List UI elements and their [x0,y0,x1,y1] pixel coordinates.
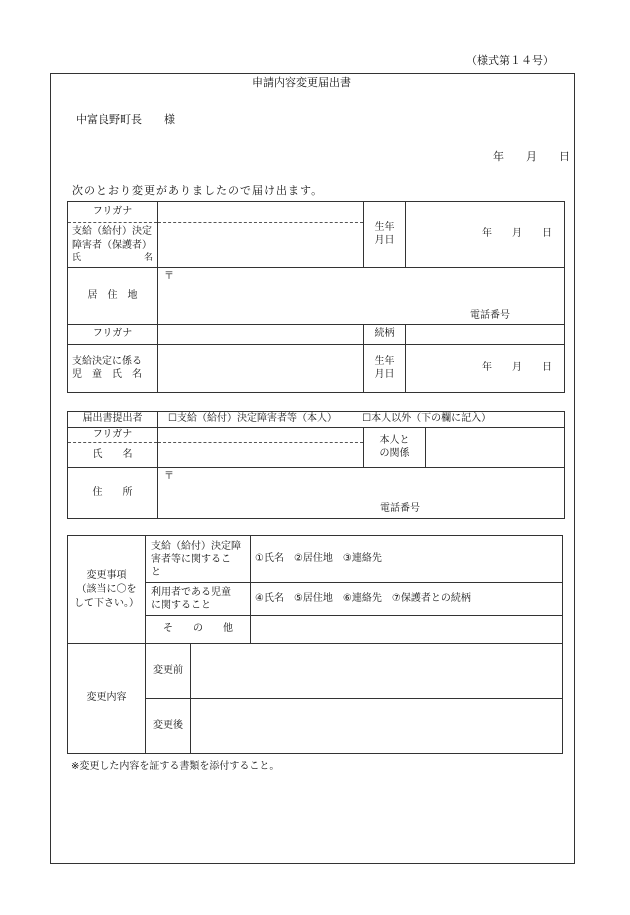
category-applicant-label: 支給（給付）決定障 害者等に関するこ と [146,536,251,583]
applicant-table [67,201,565,393]
form-number: （様式第１４号） [466,54,554,67]
submitter-table [67,411,565,519]
after-label: 変更後 [146,699,191,754]
child-birth-label: 生年 月日 [364,345,406,393]
submitter-options [158,412,565,428]
applicant-birth-field[interactable]: 年 月 日 [406,202,565,268]
child-furigana-label: フリガナ [68,325,158,345]
category-applicant-options[interactable]: ①氏名 ②居住地 ③連絡先 [251,536,563,583]
submitter-postal-mark: 〒 [164,471,174,482]
postal-mark: 〒 [164,271,174,282]
relation-field[interactable] [406,325,565,345]
option-other-checkbox[interactable]: ☐本人以外（下の欄に記入） [362,413,492,425]
change-items-label: 変更事項 （該当に〇を して下さい。） [68,536,146,644]
child-birth-field[interactable]: 年 月 日 [406,345,565,393]
option-self-checkbox[interactable]: ☐支給（給付）決定障害者等（本人） [168,413,337,425]
footnote: ※変更した内容を証する書類を添付すること。 [71,761,280,772]
category-other-label: そ の 他 [146,616,251,644]
addressee: 中富良野町長 様 [76,113,175,126]
submitter-furigana-label: フリガナ [68,428,158,443]
before-field[interactable] [191,644,563,699]
change-content-label: 変更内容 [68,644,146,754]
relation-label: 続柄 [364,325,406,345]
child-furigana-field[interactable] [158,325,364,345]
submitter-relation-field[interactable] [426,428,565,468]
change-table [67,535,563,754]
submission-date: 年 月 日 [493,150,570,163]
submitter-phone-label: 電話番号 [380,503,420,514]
category-child-label: 利用者である児童 に関すること [146,583,251,616]
submitter-address-label: 住 所 [68,468,158,519]
form-title: 申請内容変更届出書 [252,76,351,89]
child-name-label: 支給決定に係る 児 童 氏 名 [68,345,158,393]
residence-phone-label: 電話番号 [470,310,510,321]
category-other-field[interactable] [251,616,563,644]
submitter-furigana-field[interactable] [158,428,364,443]
applicant-birth-label: 生年 月日 [364,202,406,268]
residence-label: 居 住 地 [68,268,158,325]
intro-text: 次のとおり変更がありましたので届け出ます。 [72,184,324,197]
child-name-field[interactable] [158,345,364,393]
applicant-furigana-field[interactable] [158,202,364,223]
applicant-furigana-label: フリガナ [68,202,158,223]
applicant-name-label: 支給（給付）決定 障害者（保護者） 氏 名 [68,223,158,268]
residence-field[interactable] [158,268,565,325]
submitter-name-field[interactable] [158,443,364,468]
submitter-header-label: 届出書提出者 [68,412,158,428]
submitter-address-field[interactable] [158,468,565,519]
after-field[interactable] [191,699,563,754]
category-child-options[interactable]: ④氏名 ⑤居住地 ⑥連絡先 ⑦保護者との続柄 [251,583,563,616]
applicant-name-field[interactable] [158,223,364,268]
submitter-relation-label: 本人と の関係 [364,428,426,468]
submitter-name-label: 氏 名 [68,443,158,468]
before-label: 変更前 [146,644,191,699]
